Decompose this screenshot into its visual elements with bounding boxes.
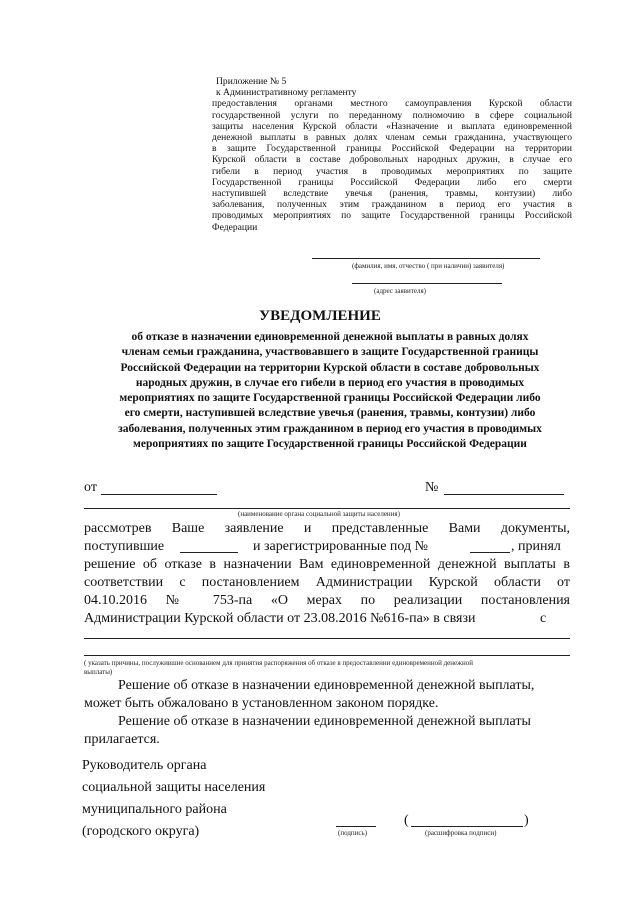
body-line-3: решение об отказе в назначении Вам единовременной денежной выплаты в xyxy=(84,557,570,572)
body-line-4: соответствии с постановлением Администрации Курской области от xyxy=(84,575,570,590)
from-label: от xyxy=(84,480,97,495)
subtitle-line: об отказе в назначении единовременной денежной выплаты в равных долях xyxy=(131,331,529,343)
body-line-2-end: , принял xyxy=(511,539,561,554)
appendix-ref: к Административному регламенту xyxy=(216,87,357,99)
reason-line-2[interactable] xyxy=(84,655,570,656)
appendix-block xyxy=(212,76,572,233)
appendix-line: предоставления органами местного самоуправления Курской области xyxy=(212,98,572,110)
attachment-line-2: прилагается. xyxy=(84,732,160,747)
notice-subtitle xyxy=(92,330,568,452)
signatory-line: муниципального района xyxy=(82,802,227,817)
appendix-number: Приложение № 5 xyxy=(216,76,287,87)
appeal-line-1: Решение об отказе в назначении единовременной денежной выплаты, xyxy=(118,678,535,693)
applicant-address-caption: (адрес заявителя) xyxy=(374,287,426,295)
org-name-caption: (наименование органа социальной защиты населения) xyxy=(238,510,400,518)
number-field-line[interactable] xyxy=(444,494,564,495)
subtitle-line: народных дружин, в случае его гибели в период его участия в проводимых xyxy=(135,376,525,389)
date-field-line[interactable] xyxy=(101,494,217,495)
subtitle-line: мероприятиях по защите Государственной границы Российской Федерации либо xyxy=(119,392,541,405)
appendix-line: наступившей вследствие увечья (ранения, травмы, контузии) либо xyxy=(212,188,572,200)
notice-title: УВЕДОМЛЕНИЕ xyxy=(259,308,381,324)
appendix-line: Государственной границы Российской Федерации либо его смерти xyxy=(212,176,572,188)
body-line-2-mid: и зарегистрированные под № xyxy=(253,539,428,554)
signatory-line: социальной защиты населения xyxy=(82,780,266,795)
decode-close-paren: ) xyxy=(524,813,529,828)
decode-open-paren: ( xyxy=(404,813,409,828)
body-line-1: рассмотрев Ваше заявление и представленные Вами документы, xyxy=(84,521,570,536)
body-line-6: Администрации Курской области от 23.08.2016 №616-па» в связи xyxy=(84,611,476,626)
body-line-2-start: поступившие xyxy=(84,539,165,554)
appendix-line: в защите Государственной границы Российской Федерации на территории xyxy=(212,143,572,155)
subtitle-line: мероприятиях по защите Государственной границы Российской Федерации xyxy=(133,438,527,451)
signatory-line: Руководитель органа xyxy=(82,758,207,773)
applicant-name-caption: (фамилия, имя, отчество ( при наличии) заявителя) xyxy=(352,262,505,270)
appendix-line: проводимых мероприятиях по защите Государственной границы Российской xyxy=(212,210,572,222)
number-label: № xyxy=(425,480,439,495)
registration-number-line[interactable] xyxy=(470,552,510,553)
appendix-line: Федерации xyxy=(212,221,258,233)
received-date-line[interactable] xyxy=(180,552,238,553)
signatory-block xyxy=(82,755,265,843)
org-name-line[interactable] xyxy=(84,508,570,509)
body-line-6-end: с xyxy=(540,611,547,626)
signature-caption: (подпись) xyxy=(338,829,368,837)
subtitle-line: членам семьи гражданина, участвовавшего в защите Государственной границы xyxy=(121,346,539,359)
decode-caption: (расшифровка подписи) xyxy=(425,829,497,837)
appendix-line: Курской области в составе добровольных народных дружин, в случае его xyxy=(212,154,572,166)
appendix-line: денежной выплаты в равных долях членам семьи гражданина, участвующего xyxy=(212,132,572,144)
signature-line[interactable] xyxy=(336,826,376,827)
signatory-line: (городского округа) xyxy=(82,824,200,839)
reason-line-1[interactable] xyxy=(84,638,570,639)
attachment-line-1: Решение об отказе в назначении единовременной денежной выплаты xyxy=(118,714,531,729)
appendix-line: государственной услуги по переданному полномочию в сфере социальной xyxy=(212,109,572,121)
reason-caption: ( указать причины, послужившие основанием для принятия распоряжения об отказе в предоставлении единовременной денежной xyxy=(84,659,473,667)
subtitle-line: его смерти, наступившей вследствие увечья (ранения, травмы, контузии) либо xyxy=(124,407,536,420)
appeal-line-2: может быть обжаловано в установленном законом порядке. xyxy=(84,696,439,711)
subtitle-line: Российской Федерации на территории Курской области в составе добровольных xyxy=(120,361,540,374)
appendix-line: защиты населения Курской области «Назначение и выплата единовременной xyxy=(212,120,572,132)
body-line-5: 04.10.2016 № 753-па «О мерах по реализации постановления xyxy=(84,593,570,608)
decode-line[interactable] xyxy=(411,826,523,827)
applicant-address-line[interactable] xyxy=(352,283,502,284)
reason-caption-cont: выплаты) xyxy=(84,668,113,676)
subtitle-line: заболевания, полученных этим гражданином в период его участия в проводимых xyxy=(118,422,542,435)
applicant-name-line[interactable] xyxy=(312,258,540,259)
appendix-line: гибели в период участия в проводимых мероприятиях по защите xyxy=(212,165,572,177)
appendix-line: заболевания, полученных этим гражданином в период его участия в xyxy=(212,199,572,211)
